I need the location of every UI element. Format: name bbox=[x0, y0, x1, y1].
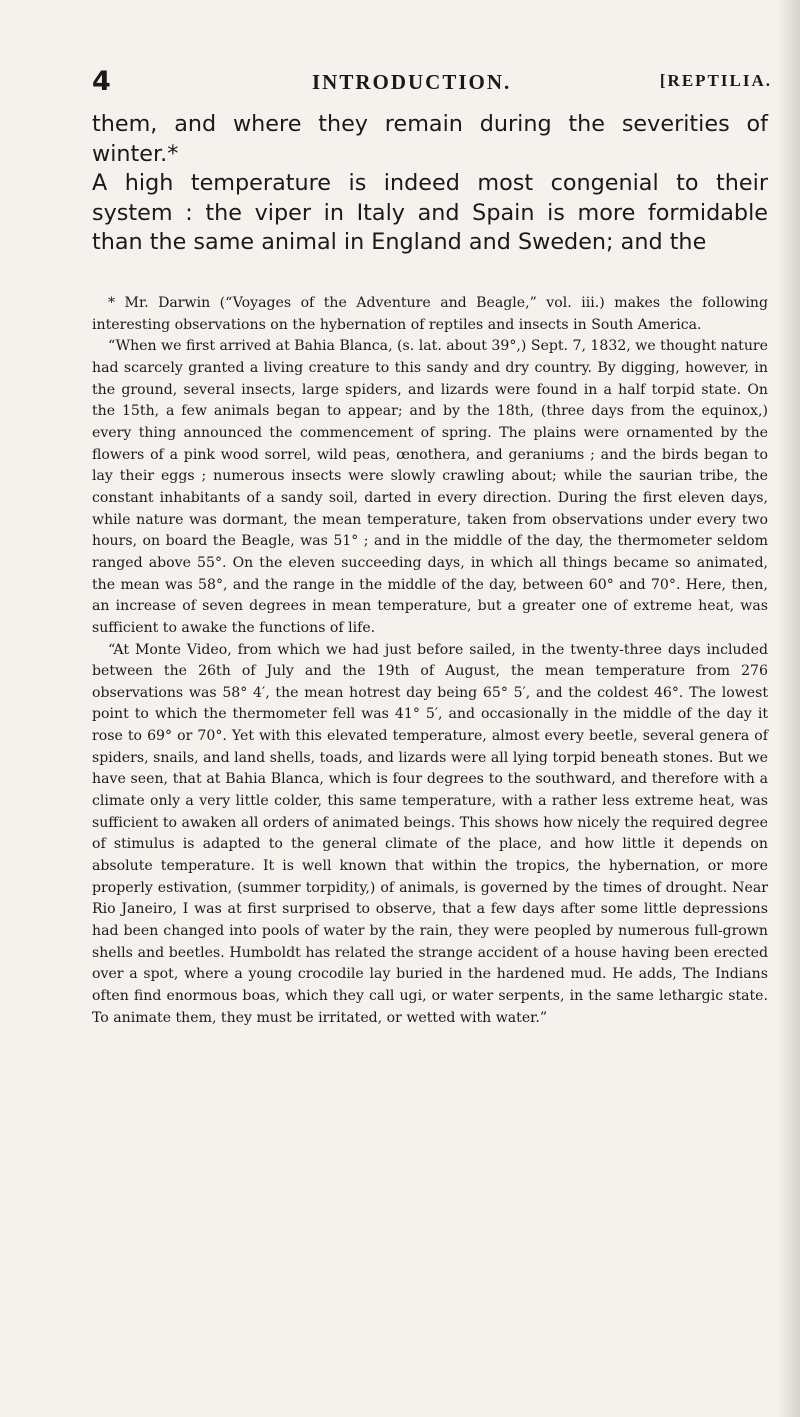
footnote bbox=[92, 293, 768, 1029]
footnote-paragraph: “At Monte Video, from which we had just before sailed, in the twenty-three days included between the 26th of July and the 19th of August, the mean temperature from 276 observations was 58° 4′, the mean hotrest day being 65° 5′, and the coldest 46°. The lowest point to which the thermometer fell was 41° 5′, and occasionally in the middle of the day it rose to 69° or 70°. Yet with this elevated temperature, almost every beetle, several genera of spiders, snails, and land shells, toads, and lizards were all lying torpid beneath stones. But we have seen, that at Bahia Blanca, which is four degrees to the southward, and therefore with a climate only a very little colder, this same temperature, with a rather less extreme heat, was sufficient to awaken all orders of animated beings. This shows how nicely the required degree of stimulus is adapted to the general climate of the place, and how little it depends on absolute temperature. It is well known that within the tropics, the hybernation, or more properly estivation, (summer torpidity,) of animals, is governed by the times of drought. Near Rio Janeiro, I was at first surprised to observe, that a few days after some little depressions had been changed into pools of water by the rain, they were peopled by numerous full-grown shells and beetles. Humboldt has related the strange accident of a house having been erected over a spot, where a young crocodile lay buried in the hardened mud. He adds, The Indians often find enormous boas, which they call ugi, or water serpents, in the same lethargic state. To animate them, they must be irritated, or wetted with water.” bbox=[92, 641, 768, 1026]
running-head bbox=[92, 66, 772, 96]
running-head-section: [REPTILIA. bbox=[659, 71, 772, 90]
running-head-title: INTRODUCTION. bbox=[312, 70, 512, 94]
main-text bbox=[92, 110, 768, 258]
page-edge-shadow bbox=[778, 0, 800, 1417]
footnote-paragraph: * Mr. Darwin (“Voyages of the Adventure and Beagle,” vol. iii.) makes the following interesting observations on the hybernation of reptiles and insects in South America. bbox=[92, 295, 768, 333]
footnote-paragraph: “When we first arrived at Bahia Blanca, (s. lat. about 39°,) Sept. 7, 1832, we thought nature had scarcely granted a living creature to this sandy and dry country. By digging, however, in the ground, several insects, large spiders, and lizards were found in a half torpid state. On the 15th, a few animals began to appear; and by the 18th, (three days from the equinox,) every thing announced the commencement of spring. The plains were ornamented by the flowers of a pink wood sorrel, wild peas, œnothera, and geraniums ; and the birds began to lay their eggs ; numerous insects were slowly crawling about; while the saurian tribe, the constant inhabitants of a sandy soil, darted in every direction. During the first eleven days, while nature was dormant, the mean temperature, taken from observations under every two hours, on board the Beagle, was 51° ; and in the middle of the day, the thermometer seldom ranged above 55°. On the eleven succeeding days, in which all things became so animated, the mean was 58°, and the range in the middle of the day, between 60° and 70°. Here, then, an increase of seven degrees in mean temperature, but a greater one of extreme heat, was sufficient to awake the functions of life. bbox=[92, 338, 768, 636]
body-paragraph: A high temperature is indeed most congenial to their system : the viper in Italy and Spain is more formidable than the same animal in England and Sweden; and the bbox=[92, 170, 768, 256]
body-paragraph: them, and where they remain during the severities of winter.* bbox=[92, 111, 768, 167]
page-number: 4 bbox=[92, 66, 111, 97]
